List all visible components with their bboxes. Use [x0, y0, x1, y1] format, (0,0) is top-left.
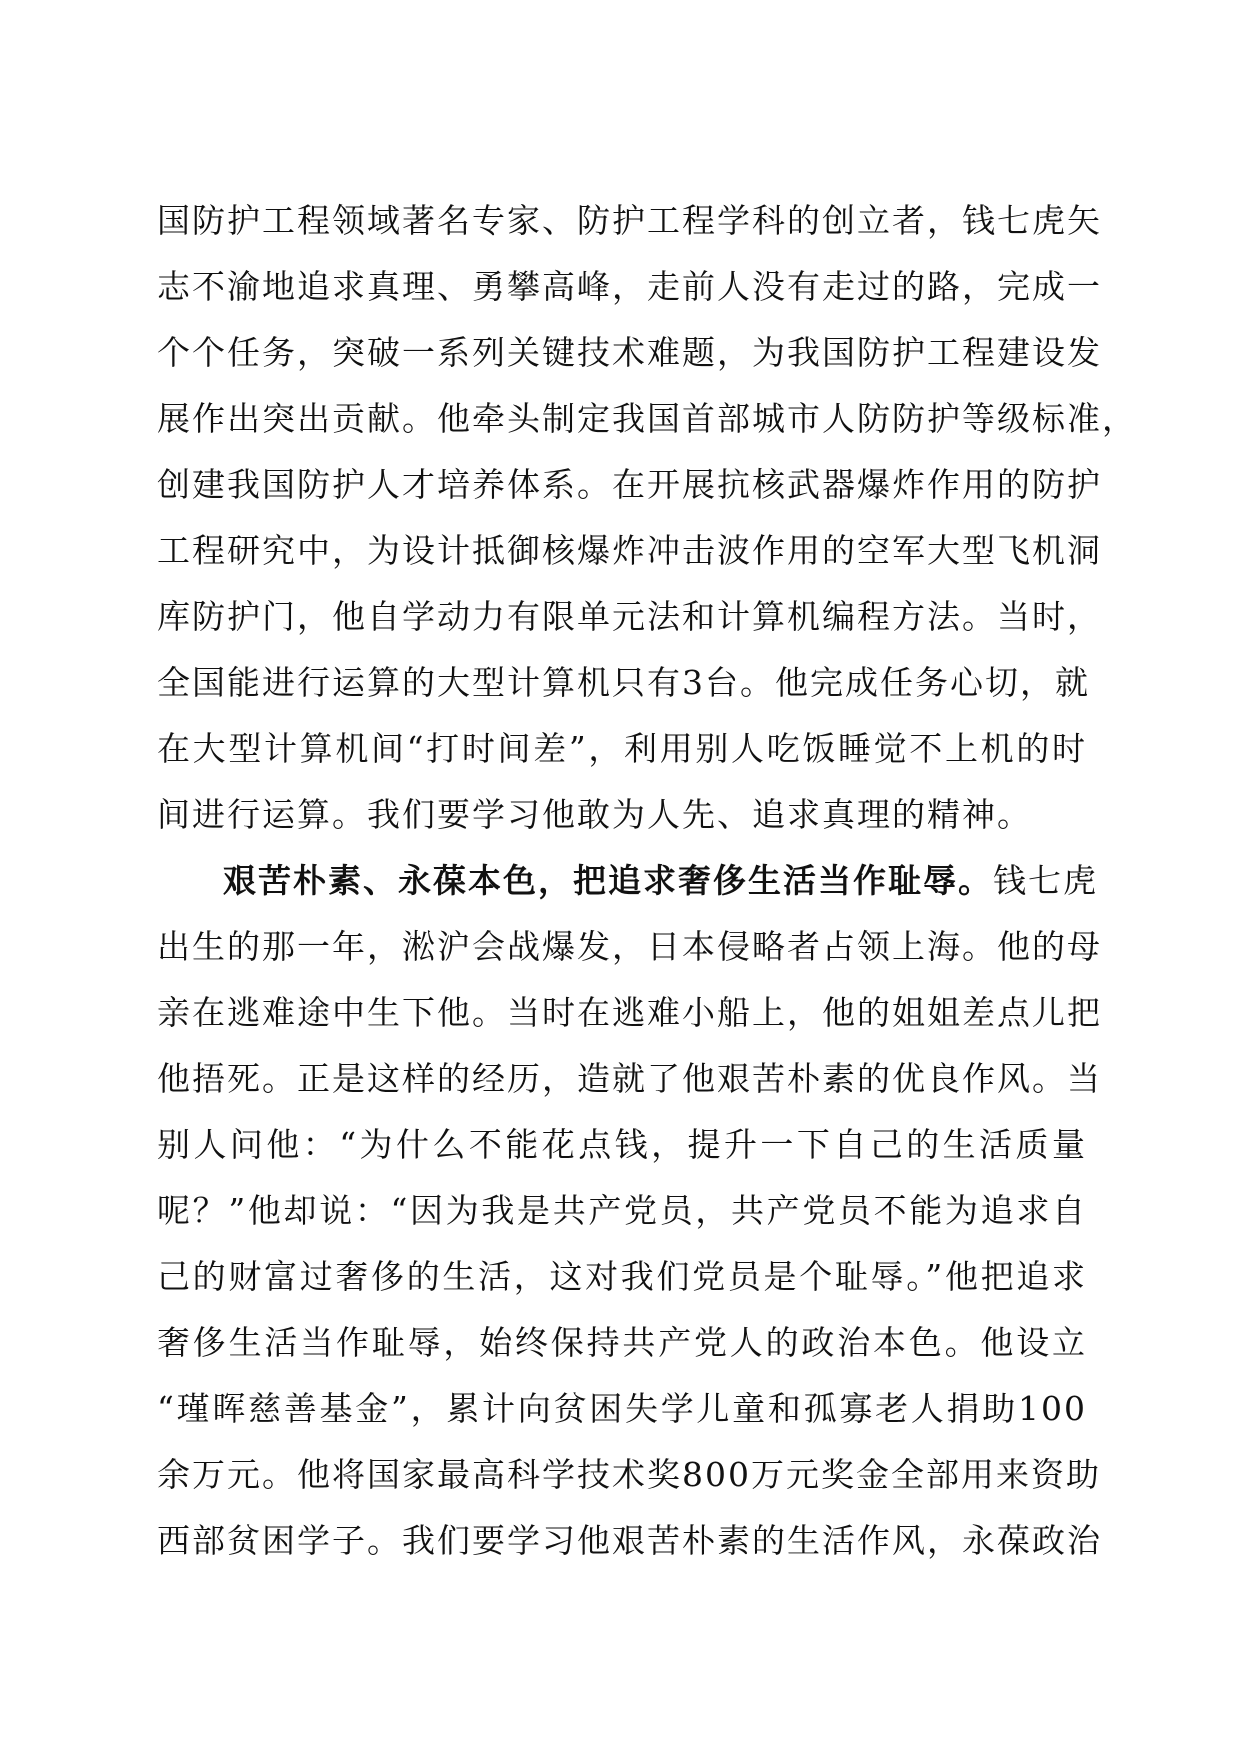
- text-line: 工程研究中，为设计抵御核爆炸冲击波作用的空军大型飞机洞: [157, 531, 1102, 570]
- text-line: 他捂死。正是这样的经历，造就了他艰苦朴素的优良作风。当: [157, 1059, 1102, 1098]
- paragraph-1: [157, 188, 1137, 848]
- text-line: 出生的那一年，淞沪会战爆发，日本侵略者占领上海。他的母: [157, 927, 1102, 966]
- text-line: 在大型计算机间“打时间差”，利用别人吃饭睡觉不上机的时: [157, 729, 1087, 768]
- text-line: 呢？”他却说：“因为我是共产党员，共产党员不能为追求自: [157, 1191, 1087, 1230]
- text-line: 西部贫困学子。我们要学习他艰苦朴素的生活作风，永葆政治: [157, 1521, 1102, 1560]
- text-line: 志不渝地追求真理、勇攀高峰，走前人没有走过的路，完成一: [157, 267, 1102, 306]
- text-line: 库防护门，他自学动力有限单元法和计算机编程方法。当时，: [157, 597, 1102, 636]
- text-line: 己的财富过奢侈的生活，这对我们党员是个耻辱。”他把追求: [157, 1257, 1087, 1296]
- text-line: 亲在逃难途中生下他。当时在逃难小船上，他的姐姐差点儿把: [157, 993, 1102, 1032]
- text-line: 展作出突出贡献。他牵头制定我国首部城市人防防护等级标准，: [157, 399, 1137, 438]
- text-line: 个个任务，突破一系列关键技术难题，为我国防护工程建设发: [157, 333, 1102, 372]
- paragraph-2-first-line: [157, 848, 1098, 914]
- body-text: [157, 188, 1137, 1574]
- section-heading: 艰苦朴素、永葆本色，把追求奢侈生活当作耻辱。: [223, 861, 993, 900]
- text-line: 全国能进行运算的大型计算机只有3台。他完成任务心切，就: [157, 663, 1090, 702]
- text-line: 国防护工程领域著名专家、防护工程学科的创立者，钱七虎矢: [157, 201, 1102, 240]
- text-line: 间进行运算。我们要学习他敢为人先、追求真理的精神。: [157, 795, 1032, 834]
- text-run: 钱七虎: [993, 861, 1098, 900]
- text-line: “瑾晖慈善基金”，累计向贫困失学儿童和孤寡老人捐助100: [157, 1389, 1087, 1428]
- text-line: 奢侈生活当作耻辱，始终保持共产党人的政治本色。他设立: [157, 1323, 1087, 1362]
- text-line: 别人问他：“为什么不能花点钱，提升一下自己的生活质量: [157, 1125, 1087, 1164]
- paragraph-2: [157, 848, 1102, 1574]
- text-line: 创建我国防护人才培养体系。在开展抗核武器爆炸作用的防护: [157, 465, 1102, 504]
- text-line: 余万元。他将国家最高科学技术奖800万元奖金全部用来资助: [157, 1455, 1101, 1494]
